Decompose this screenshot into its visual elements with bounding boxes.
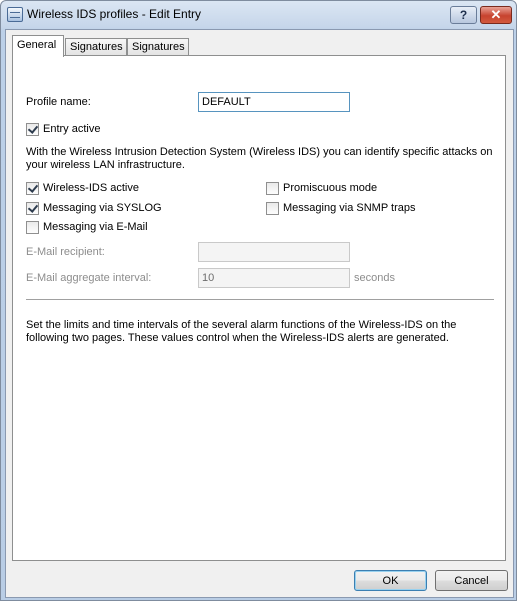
- footer-text: Set the limits and time intervals of the several alarm functions of the Wireless-IDS on the following two pages. These values control when the Wireless-IDS alerts are generated.: [26, 319, 457, 344]
- wids-active-label[interactable]: Wireless-IDS active: [43, 182, 139, 194]
- profile-name-input[interactable]: DEFAULT: [198, 92, 350, 112]
- title-bar[interactable]: [1, 1, 516, 29]
- separator-line: [26, 299, 494, 301]
- close-icon: ✕: [490, 7, 502, 22]
- intro-text: With the Wireless Intrusion Detection System (Wireless IDS) you can identify specific attacks on your wireless LAN infrastructure.: [26, 146, 493, 171]
- snmp-traps-label[interactable]: Messaging via SNMP traps: [283, 202, 416, 214]
- app-icon: [7, 7, 23, 22]
- cancel-button[interactable]: Cancel: [435, 570, 508, 591]
- wids-active-checkbox[interactable]: [26, 182, 39, 195]
- entry-active-checkbox[interactable]: [26, 123, 39, 136]
- email-interval-input[interactable]: 10: [198, 268, 350, 288]
- help-button[interactable]: [450, 6, 477, 24]
- tab-signatures-1[interactable]: Signatures: [65, 38, 127, 55]
- email-messaging-checkbox[interactable]: [26, 221, 39, 234]
- dialog-body: [5, 29, 514, 598]
- email-recipient-input[interactable]: [198, 242, 350, 262]
- help-icon: ?: [459, 8, 468, 22]
- syslog-label[interactable]: Messaging via SYSLOG: [43, 202, 162, 214]
- close-button[interactable]: [480, 6, 512, 24]
- ok-button[interactable]: OK: [354, 570, 427, 591]
- email-interval-label: E-Mail aggregate interval:: [26, 272, 152, 284]
- entry-active-label[interactable]: Entry active: [43, 123, 101, 135]
- promiscuous-mode-label[interactable]: Promiscuous mode: [283, 182, 378, 194]
- email-messaging-label[interactable]: Messaging via E-Mail: [43, 221, 148, 233]
- tab-general[interactable]: General: [12, 35, 64, 57]
- email-interval-unit: seconds: [354, 272, 395, 284]
- snmp-traps-checkbox[interactable]: [266, 202, 279, 215]
- window-title: Wireless IDS profiles - Edit Entry: [27, 7, 202, 21]
- tab-signatures-2[interactable]: Signatures: [127, 38, 189, 55]
- promiscuous-mode-checkbox[interactable]: [266, 182, 279, 195]
- profile-name-label: Profile name:: [26, 96, 91, 108]
- syslog-checkbox[interactable]: [26, 202, 39, 215]
- email-recipient-label: E-Mail recipient:: [26, 246, 105, 258]
- general-tab-panel: [12, 55, 506, 561]
